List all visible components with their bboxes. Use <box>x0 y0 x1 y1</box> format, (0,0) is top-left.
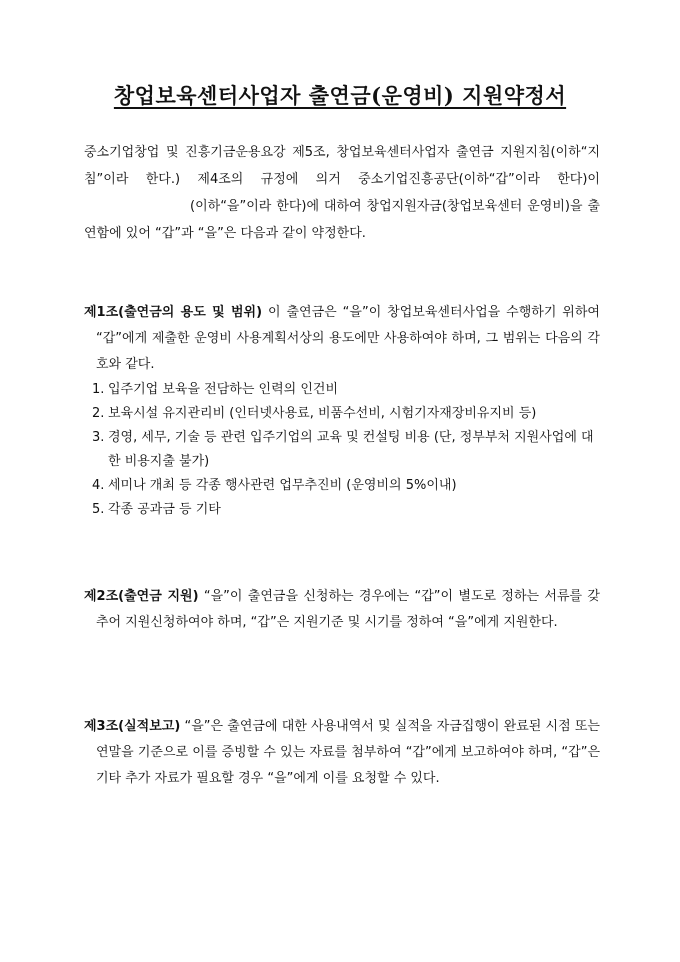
article-1-paragraph <box>84 300 600 378</box>
article-1-heading: 제1조(출연금의 용도 및 범위) <box>84 305 263 320</box>
article-1-body: 이 출연금은 “을”이 창업보육센터사업을 수행하기 위하여 “갑”에게 제출한 운영비 사용계획서상의 용도에만 사용하여야 하며, 그 범위는 다음의 각 호와 같다. <box>96 305 600 372</box>
item-number: 4. <box>92 478 105 493</box>
article-2 <box>84 584 600 636</box>
item-text: 세미나 개최 등 각종 행사관련 업무추진비 (운영비의 5%이내) <box>108 478 457 493</box>
preamble-part1: 중소기업창업 및 진흥기금운용요강 제5조, 창업보육센터사업자 출연금 지원지침(이하“지침”이라 한다.) 제4조의 규정에 의거 중소기업진흥공단(이하“갑”이라 한다)이 <box>84 145 600 187</box>
article-2-paragraph <box>84 584 600 636</box>
list-item <box>92 474 600 498</box>
item-number: 1. <box>92 382 105 397</box>
document-title <box>0 80 680 110</box>
preamble <box>84 139 600 247</box>
item-text: 각종 공과금 등 기타 <box>108 502 221 517</box>
item-number: 3. <box>92 430 105 445</box>
item-number: 2. <box>92 406 105 421</box>
list-item <box>92 402 600 426</box>
item-text: 보육시설 유지관리비 (인터넷사용료, 비품수선비, 시험기자재장비유지비 등) <box>108 406 537 421</box>
list-item <box>92 378 600 402</box>
list-item <box>92 498 600 522</box>
article-3-body: “을”은 출연금에 대한 사용내역서 및 실적을 자금집행이 완료된 시점 또는 연말을 기준으로 이를 증빙할 수 있는 자료를 첨부하여 “갑”에게 보고하여야 하며, “갑”은 기타 추가 자료가 필요할 경우 “을”에게 이를 요청할 수 있다. <box>96 719 600 786</box>
article-1 <box>84 300 600 522</box>
item-text: 입주기업 보육을 전담하는 인력의 인건비 <box>108 382 339 397</box>
article-2-heading: 제2조(출연금 지원) <box>84 589 199 604</box>
item-number: 5. <box>92 502 105 517</box>
article-1-items <box>84 378 600 522</box>
list-item <box>92 426 600 474</box>
article-3-heading: 제3조(실적보고) <box>84 719 181 734</box>
article-3-paragraph <box>84 714 600 792</box>
document-title-text: 창업보육센터사업자 출연금(운영비) 지원약정서 <box>113 83 567 108</box>
article-2-body: “을”이 출연금을 신청하는 경우에는 “갑”이 별도로 정하는 서류를 갖추어 지원신청하여야 하며, “갑”은 지원기준 및 시기를 정하여 “을”에게 지원한다. <box>96 589 600 630</box>
article-3 <box>84 714 600 792</box>
preamble-part2: (이하“을”이라 한다)에 대하여 창업지원자금(창업보육센터 운영비)을 출연함에 있어 “갑”과 “을”은 다음과 같이 약정한다. <box>84 199 600 241</box>
item-text: 경영, 세무, 기술 등 관련 입주기업의 교육 및 컨설팅 비용 (단, 정부부처 지원사업에 대한 비용지출 불가) <box>108 430 594 469</box>
